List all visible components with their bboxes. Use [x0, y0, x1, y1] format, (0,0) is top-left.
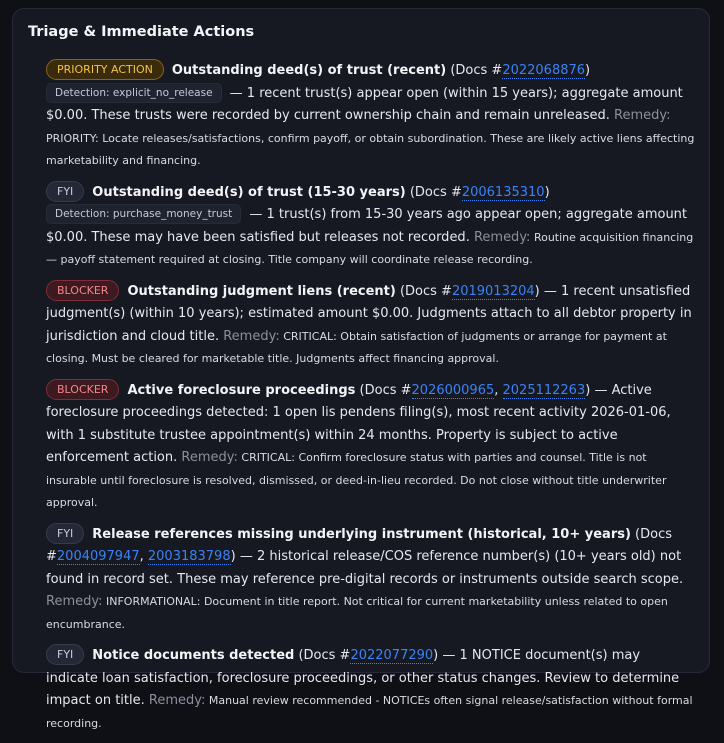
item-summary: — 1 recent trust(s) appear open (within 15 years); aggregate amount $0.00. These trusts were recorded by current ownership chain and remain unreleased. — [46, 85, 683, 123]
triage-list — [46, 59, 696, 743]
remedy-text: PRIORITY: Locate releases/satisfactions, confirm payoff, or obtain subordination. These are likely active liens affecting marketability and financing. — [46, 131, 695, 167]
item-heading: Outstanding judgment liens (recent) — [127, 283, 396, 299]
docs-suffix: ) — [585, 382, 591, 398]
remedy-label: Remedy: — [223, 328, 280, 344]
triage-item — [46, 181, 696, 272]
docs-suffix: ) — [534, 283, 540, 299]
remedy-label: Remedy: — [473, 229, 531, 245]
item-summary: — 1 recent unsatisfied judgment(s) (within 10 years); estimated amount $0.00. Judgments attach to all debtor property in jurisdiction and cloud title. — [46, 283, 692, 344]
fyi-badge: FYI — [46, 523, 84, 544]
docs-suffix: ) — [544, 184, 550, 200]
docs-prefix: (Docs # — [446, 63, 503, 78]
docs-prefix: (Docs # — [294, 648, 351, 663]
remedy-label: Remedy: — [614, 108, 671, 123]
docs-prefix: (Docs # — [355, 382, 412, 398]
triage-item — [46, 59, 696, 173]
docs-prefix: (Docs # — [395, 283, 452, 299]
docs-suffix: ) — [585, 63, 591, 78]
remedy-text: Manual review recommended - NOTICEs often signal release/satisfaction without formal recording. — [46, 694, 693, 730]
fyi-badge: FYI — [46, 181, 84, 202]
doc-link[interactable]: 2022068876 — [502, 63, 586, 78]
remedy-text: Routine acquisition financing — payoff statement required at closing. Title company will coordinate release recording. — [46, 230, 694, 266]
remedy-text: INFORMATIONAL: Document in title report. Not critical for current marketability unless related to open encumbrance. — [46, 595, 668, 631]
item-heading: Outstanding deed(s) of trust (recent) — [171, 63, 447, 78]
docs-prefix: (Docs # — [46, 526, 673, 564]
docs-suffix: ) — [433, 648, 439, 663]
doc-separator: , — [139, 549, 148, 564]
item-heading: Release references missing underlying instrument (historical, 10+ years) — [92, 526, 631, 542]
item-summary: — Active foreclosure proceedings detected: 1 open lis pendens filing(s), most recent activity 2026-01-06, with 1 substitute trustee appointment(s) within 24 months. Property is subject to active enforcement action. — [46, 382, 671, 465]
priority-badge: PRIORITY ACTION — [46, 59, 164, 80]
doc-link[interactable]: 2003183798 — [147, 549, 231, 564]
doc-link[interactable]: 2004097947 — [56, 549, 140, 564]
item-heading: Active foreclosure proceedings — [127, 382, 356, 398]
doc-link[interactable]: 2025112263 — [502, 382, 586, 398]
blocker-badge: BLOCKER — [46, 379, 119, 400]
item-heading: Outstanding deed(s) of trust (15-30 years) — [92, 184, 406, 200]
triage-item — [46, 644, 696, 735]
item-summary: — 2 historical release/COS reference number(s) (10+ years old) not found in record set. These may reference pre-digital records or instruments outside search scope. — [46, 549, 684, 587]
fyi-badge: FYI — [46, 644, 84, 665]
detection-tag: Detection: explicit_no_release — [46, 83, 222, 103]
remedy-label: Remedy: — [46, 594, 103, 609]
docs-suffix: ) — [230, 549, 236, 564]
triage-item — [46, 280, 696, 371]
blocker-badge: BLOCKER — [46, 280, 119, 301]
doc-link[interactable]: 2022077290 — [350, 648, 434, 663]
remedy-text: CRITICAL: Confirm foreclosure status with parties and counsel. Title is not insurable until foreclosure is resolved, dismissed, or deed-in-lieu recorded. Do not close without title underwriter approval. — [46, 451, 667, 509]
remedy-label: Remedy: — [181, 450, 238, 465]
triage-item — [46, 523, 696, 637]
remedy-label: Remedy: — [148, 693, 206, 708]
docs-prefix: (Docs # — [405, 184, 462, 200]
item-summary: — 1 NOTICE document(s) may indicate loan satisfaction, foreclosure proceedings, or other status changes. Review to determine impact on title. — [46, 648, 680, 708]
remedy-text: CRITICAL: Obtain satisfaction of judgments or arrange for payment at closing. Must be cleared for marketable title. Judgments affect financing approval. — [46, 329, 667, 365]
doc-link[interactable]: 2019013204 — [451, 283, 535, 299]
item-heading: Notice documents detected — [92, 648, 295, 663]
doc-link[interactable]: 2006135310 — [461, 184, 545, 200]
triage-panel — [12, 8, 710, 730]
section-title: Triage & Immediate Actions — [28, 24, 255, 40]
doc-link[interactable]: 2026000965 — [411, 382, 495, 398]
detection-tag: Detection: purchase_money_trust — [46, 204, 241, 224]
item-summary: — 1 trust(s) from 15-30 years ago appear open; aggregate amount $0.00. These may have been satisfied but releases not recorded. — [46, 207, 688, 245]
triage-item — [46, 379, 696, 515]
doc-separator: , — [494, 382, 503, 398]
